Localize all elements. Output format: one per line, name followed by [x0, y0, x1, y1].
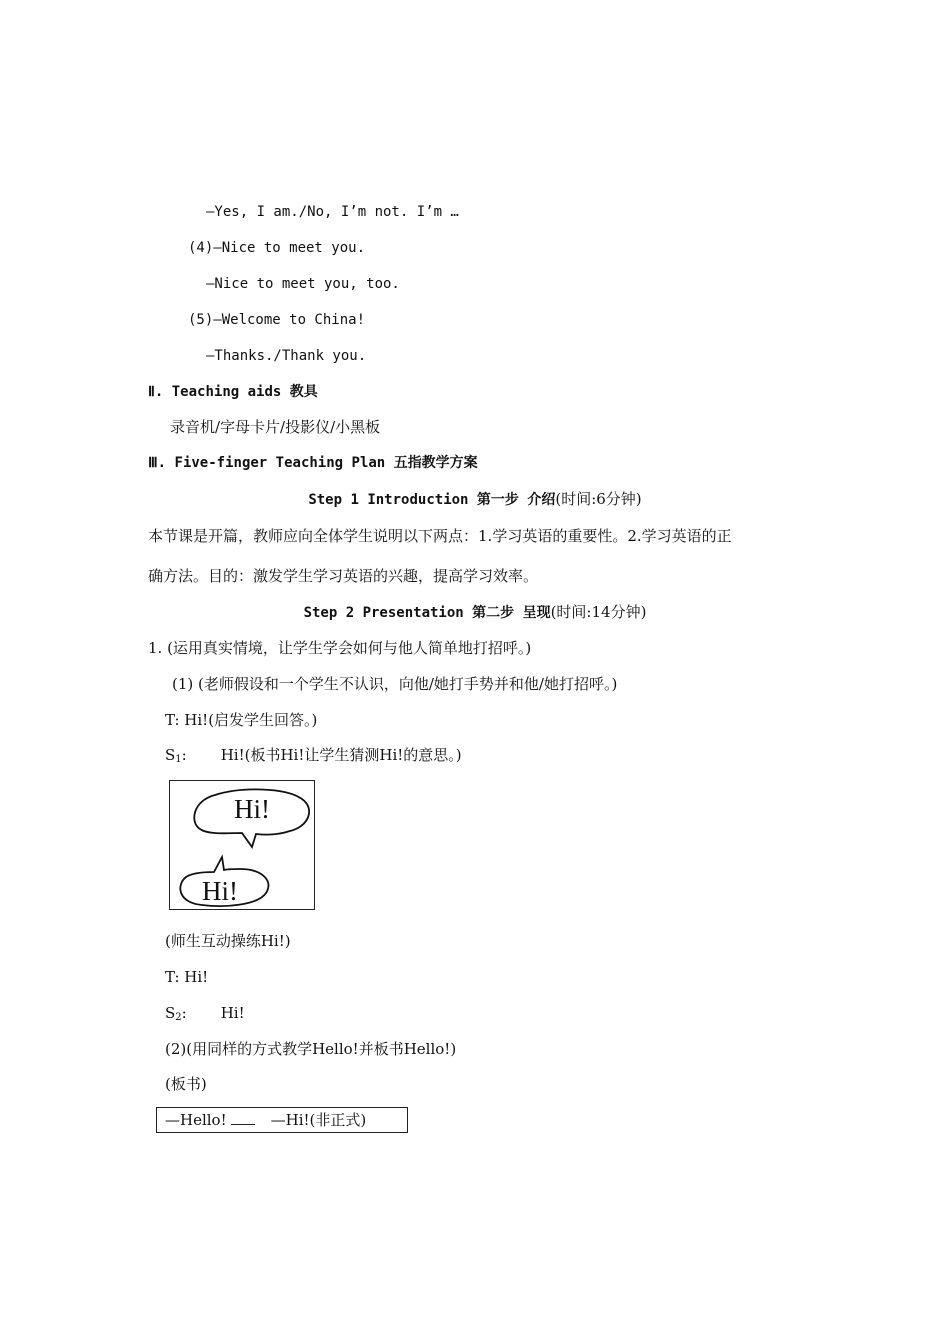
dialogue-line-5-reply: —Thanks./Thank you.: [206, 348, 367, 364]
speech-bubbles-illustration: [170, 781, 316, 911]
step2-sub-1: (1) (老师假设和一个学生不认识，向他/她打手势并和他/她打招呼。): [172, 675, 618, 693]
practice-note: (师生互动操练Hi!): [165, 932, 291, 950]
step2-sub-2: (2)(用同样的方式教学Hello!并板书Hello!): [165, 1040, 457, 1058]
teacher-line-1: T: Hi!(启发学生回答。): [165, 711, 318, 729]
step2-heading: [0, 602, 950, 623]
step1-time: (时间:6分钟): [555, 490, 642, 508]
dialogue-line-4-reply: —Nice to meet you, too.: [206, 276, 400, 292]
dialogue-line-4: (4)—Nice to meet you.: [188, 240, 366, 256]
student2-text: Hi!: [220, 1004, 245, 1022]
student2-label: S: [165, 1004, 176, 1022]
step1-heading: [0, 489, 950, 510]
hi-speech-bubbles-figure: [169, 780, 315, 910]
bottom-bubble-text: Hi!: [202, 876, 238, 906]
board-label: (板书): [165, 1075, 207, 1093]
step2-item-1: 1. (运用真实情境，让学生学会如何与他人简单地打招呼。): [148, 639, 532, 657]
student2-colon: :: [181, 1004, 187, 1022]
step1-title: Step 1 Introduction 第一步 介绍: [308, 492, 556, 508]
student1-text: Hi!(板书Hi!让学生猜测Hi!的意思。): [220, 746, 462, 764]
step1-paragraph-line1: 本节课是开篇，教师应向全体学生说明以下两点：1.学习英语的重要性。2.学习英语的正: [148, 527, 732, 545]
step2-time: (时间:14分钟): [550, 603, 647, 621]
student2-subscript: 2: [175, 1012, 182, 1023]
teaching-plan-heading: Ⅲ. Five-finger Teaching Plan 五指教学方案: [148, 455, 478, 471]
student1-label: S: [165, 746, 176, 764]
board-hello: —Hello!: [165, 1111, 227, 1129]
student1-line: [165, 745, 462, 770]
step1-paragraph-line2: 确方法。目的：激发学生学习英语的兴趣，提高学习效率。: [148, 567, 539, 585]
student1-colon: :: [181, 746, 187, 764]
student1-subscript: 1: [175, 754, 182, 765]
student2-line: [165, 1003, 245, 1028]
teaching-aids-items: 录音机/字母卡片/投影仪/小黑板: [170, 418, 381, 436]
dialogue-line-yes: —Yes, I am./No, I’m not. I’m …: [206, 204, 459, 220]
dialogue-line-5: (5)—Welcome to China!: [188, 312, 366, 328]
blackboard-box: [156, 1107, 408, 1133]
teaching-aids-heading: Ⅱ. Teaching aids 教具: [148, 384, 318, 400]
teacher-line-2: T: Hi!: [165, 968, 209, 986]
board-hi-informal: —Hi!(非正式): [270, 1111, 367, 1129]
board-blank: [231, 1110, 255, 1125]
top-bubble-text: Hi!: [234, 794, 270, 824]
step2-title: Step 2 Presentation 第二步 呈现: [303, 605, 551, 621]
